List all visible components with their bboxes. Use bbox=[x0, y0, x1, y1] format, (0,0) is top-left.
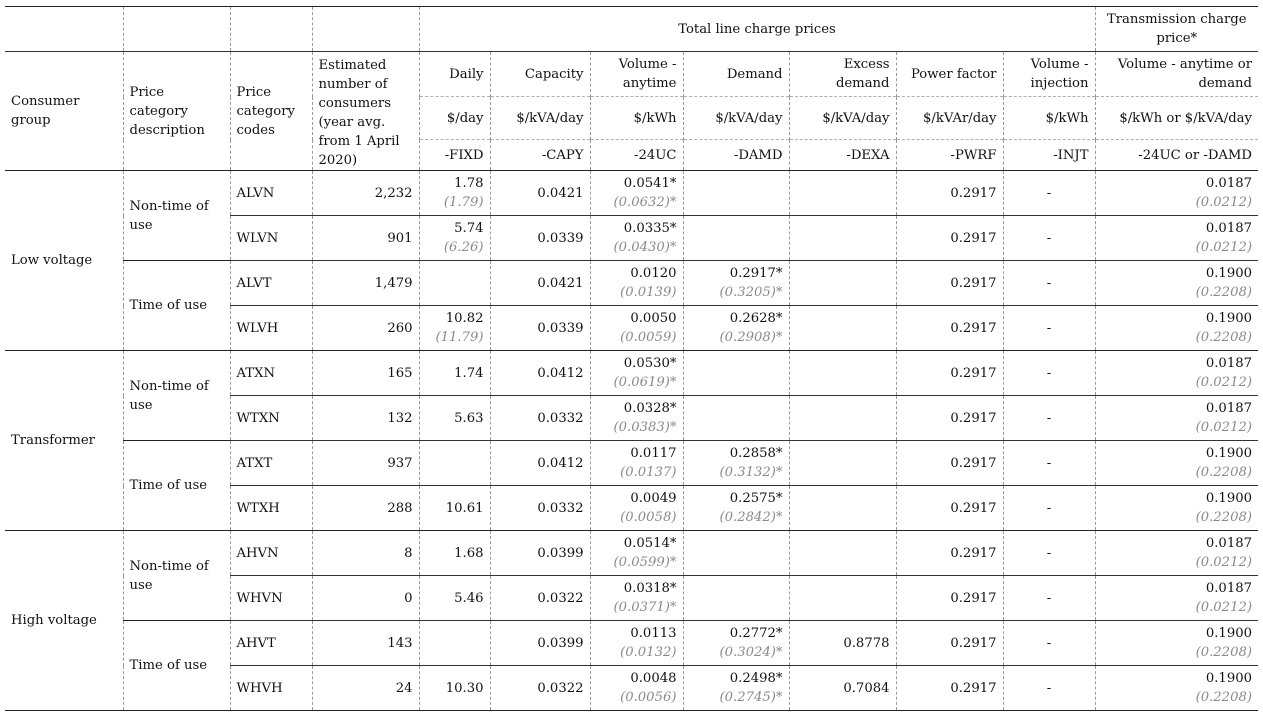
transmission-prior-value: (0.0212) bbox=[1195, 555, 1252, 570]
code-capacity: -CAPY bbox=[490, 140, 590, 171]
total-line-header: Total line charge prices bbox=[419, 7, 1095, 52]
volume-prior-value: (0.0430)* bbox=[613, 240, 677, 255]
consumers-cell: 288 bbox=[312, 486, 419, 531]
price-code-cell: AHVN bbox=[230, 531, 312, 576]
volume-value: 0.0050 bbox=[630, 311, 677, 326]
volume-value: 0.0328* bbox=[623, 401, 677, 416]
volume-cell bbox=[590, 171, 683, 216]
price-category-desc-cell: Non-time of use bbox=[123, 351, 230, 441]
daily-prior-value: (11.79) bbox=[435, 330, 484, 345]
col-name-injection: Volume - injection bbox=[1003, 52, 1095, 97]
excess-demand-cell bbox=[789, 486, 896, 531]
excess-demand-cell bbox=[789, 216, 896, 261]
transmission-prior-value: (0.0212) bbox=[1195, 240, 1252, 255]
demand-prior-value: (0.3205)* bbox=[719, 285, 783, 300]
volume-cell bbox=[590, 441, 683, 486]
code-daily: -FIXD bbox=[419, 140, 490, 171]
price-code-cell: ALVT bbox=[230, 261, 312, 306]
transmission-cell bbox=[1095, 306, 1258, 351]
daily-value: 1.78 bbox=[454, 176, 484, 191]
demand-value: 0.2917* bbox=[729, 266, 783, 281]
daily-value: 5.63 bbox=[454, 410, 484, 426]
transmission-cell bbox=[1095, 531, 1258, 576]
consumer-group-cell: High voltage bbox=[5, 531, 123, 711]
excess-demand-cell bbox=[789, 531, 896, 576]
transmission-value: 0.1900 bbox=[1205, 446, 1252, 461]
unit-demand: $/kVA/day bbox=[683, 97, 789, 140]
power-factor-cell: 0.2917 bbox=[896, 261, 1003, 306]
power-factor-cell: 0.2917 bbox=[896, 576, 1003, 621]
injection-cell: - bbox=[1003, 261, 1095, 306]
transmission-prior-value: (0.2208) bbox=[1195, 330, 1252, 345]
daily-cell bbox=[419, 171, 490, 216]
volume-cell bbox=[590, 216, 683, 261]
capacity-cell: 0.0412 bbox=[490, 441, 590, 486]
volume-prior-value: (0.0383)* bbox=[613, 420, 677, 435]
volume-cell bbox=[590, 666, 683, 711]
daily-value: 10.30 bbox=[445, 680, 484, 696]
price-category-desc-cell: Non-time of use bbox=[123, 531, 230, 621]
transmission-cell bbox=[1095, 261, 1258, 306]
excess-demand-cell bbox=[789, 441, 896, 486]
demand-cell bbox=[683, 306, 789, 351]
capacity-cell: 0.0322 bbox=[490, 576, 590, 621]
volume-value: 0.0117 bbox=[630, 446, 677, 461]
code-demand: -DAMD bbox=[683, 140, 789, 171]
consumers-cell: 8 bbox=[312, 531, 419, 576]
injection-cell: - bbox=[1003, 531, 1095, 576]
unit-volume: $/kWh bbox=[590, 97, 683, 140]
daily-cell bbox=[419, 306, 490, 351]
capacity-cell: 0.0421 bbox=[490, 261, 590, 306]
code-excess: -DEXA bbox=[789, 140, 896, 171]
capacity-cell: 0.0412 bbox=[490, 351, 590, 396]
daily-cell bbox=[419, 396, 490, 441]
injection-cell: - bbox=[1003, 351, 1095, 396]
injection-cell: - bbox=[1003, 216, 1095, 261]
transmission-value: 0.0187 bbox=[1205, 221, 1252, 236]
demand-value: 0.2575* bbox=[729, 491, 783, 506]
header-blank-3 bbox=[230, 7, 312, 52]
demand-cell bbox=[683, 666, 789, 711]
daily-value: 10.61 bbox=[445, 500, 484, 516]
table-row bbox=[5, 531, 1258, 576]
power-factor-cell: 0.2917 bbox=[896, 396, 1003, 441]
transmission-prior-value: (0.2208) bbox=[1195, 285, 1252, 300]
injection-cell: - bbox=[1003, 576, 1095, 621]
code-transmission: -24UC or -DAMD bbox=[1095, 140, 1258, 171]
volume-cell bbox=[590, 261, 683, 306]
daily-value: 10.82 bbox=[445, 311, 484, 326]
power-factor-cell: 0.2917 bbox=[896, 216, 1003, 261]
capacity-cell: 0.0339 bbox=[490, 306, 590, 351]
demand-cell bbox=[683, 576, 789, 621]
consumer-group-header: Consumer group bbox=[5, 52, 123, 171]
power-factor-cell: 0.2917 bbox=[896, 666, 1003, 711]
price-category-desc-cell: Time of use bbox=[123, 261, 230, 351]
daily-value: 1.68 bbox=[454, 545, 484, 561]
demand-prior-value: (0.2908)* bbox=[719, 330, 783, 345]
code-power-factor: -PWRF bbox=[896, 140, 1003, 171]
volume-cell bbox=[590, 531, 683, 576]
volume-value: 0.0120 bbox=[630, 266, 677, 281]
injection-cell: - bbox=[1003, 171, 1095, 216]
price-code-cell: AHVT bbox=[230, 621, 312, 666]
header-blank-4 bbox=[312, 7, 419, 52]
transmission-value: 0.0187 bbox=[1205, 581, 1252, 596]
volume-cell bbox=[590, 576, 683, 621]
demand-prior-value: (0.3024)* bbox=[719, 645, 783, 660]
volume-value: 0.0113 bbox=[630, 626, 677, 641]
volume-cell bbox=[590, 306, 683, 351]
injection-cell: - bbox=[1003, 621, 1095, 666]
power-factor-cell: 0.2917 bbox=[896, 531, 1003, 576]
daily-cell bbox=[419, 531, 490, 576]
unit-power-factor: $/kVAr/day bbox=[896, 97, 1003, 140]
injection-cell: - bbox=[1003, 666, 1095, 711]
col-name-power-factor: Power factor bbox=[896, 52, 1003, 97]
transmission-header: Transmission charge price* bbox=[1095, 7, 1258, 52]
daily-cell bbox=[419, 576, 490, 621]
demand-prior-value: (0.2745)* bbox=[719, 690, 783, 705]
excess-demand-cell: 0.7084 bbox=[789, 666, 896, 711]
col-name-transmission: Volume - anytime or demand bbox=[1095, 52, 1258, 97]
daily-value: 1.74 bbox=[454, 365, 484, 381]
transmission-prior-value: (0.2208) bbox=[1195, 510, 1252, 525]
price-code-cell: WHVH bbox=[230, 666, 312, 711]
price-code-cell: WTXN bbox=[230, 396, 312, 441]
daily-cell bbox=[419, 261, 490, 306]
consumers-cell: 260 bbox=[312, 306, 419, 351]
daily-cell bbox=[419, 216, 490, 261]
demand-cell bbox=[683, 621, 789, 666]
volume-prior-value: (0.0599)* bbox=[613, 555, 677, 570]
volume-prior-value: (0.0137) bbox=[620, 465, 677, 480]
volume-value: 0.0049 bbox=[630, 491, 677, 506]
transmission-prior-value: (0.2208) bbox=[1195, 645, 1252, 660]
unit-capacity: $/kVA/day bbox=[490, 97, 590, 140]
table-row bbox=[5, 621, 1258, 666]
daily-cell bbox=[419, 666, 490, 711]
volume-cell bbox=[590, 351, 683, 396]
volume-value: 0.0530* bbox=[623, 356, 677, 371]
demand-cell bbox=[683, 486, 789, 531]
transmission-cell bbox=[1095, 666, 1258, 711]
price-code-cell: ATXN bbox=[230, 351, 312, 396]
capacity-cell: 0.0399 bbox=[490, 531, 590, 576]
volume-cell bbox=[590, 396, 683, 441]
demand-value: 0.2498* bbox=[729, 671, 783, 686]
excess-demand-cell bbox=[789, 396, 896, 441]
transmission-prior-value: (0.0212) bbox=[1195, 195, 1252, 210]
excess-demand-cell: 0.8778 bbox=[789, 621, 896, 666]
injection-cell: - bbox=[1003, 441, 1095, 486]
col-name-demand: Demand bbox=[683, 52, 789, 97]
volume-cell bbox=[590, 486, 683, 531]
demand-value: 0.2772* bbox=[729, 626, 783, 641]
injection-cell: - bbox=[1003, 396, 1095, 441]
transmission-value: 0.0187 bbox=[1205, 176, 1252, 191]
price-category-desc-cell: Time of use bbox=[123, 441, 230, 531]
demand-prior-value: (0.2842)* bbox=[719, 510, 783, 525]
excess-demand-cell bbox=[789, 306, 896, 351]
demand-cell bbox=[683, 531, 789, 576]
transmission-value: 0.1900 bbox=[1205, 626, 1252, 641]
daily-cell bbox=[419, 486, 490, 531]
volume-cell bbox=[590, 621, 683, 666]
power-factor-cell: 0.2917 bbox=[896, 441, 1003, 486]
consumers-cell: 165 bbox=[312, 351, 419, 396]
demand-cell bbox=[683, 351, 789, 396]
pricing-table bbox=[5, 6, 1258, 711]
daily-cell bbox=[419, 351, 490, 396]
table-row bbox=[5, 351, 1258, 396]
unit-transmission: $/kWh or $/kVA/day bbox=[1095, 97, 1258, 140]
capacity-cell: 0.0399 bbox=[490, 621, 590, 666]
transmission-prior-value: (0.0212) bbox=[1195, 600, 1252, 615]
consumer-group-cell: Transformer bbox=[5, 351, 123, 531]
consumers-cell: 24 bbox=[312, 666, 419, 711]
consumers-cell: 901 bbox=[312, 216, 419, 261]
volume-prior-value: (0.0619)* bbox=[613, 375, 677, 390]
injection-cell: - bbox=[1003, 486, 1095, 531]
volume-value: 0.0541* bbox=[623, 176, 677, 191]
power-factor-cell: 0.2917 bbox=[896, 171, 1003, 216]
col-name-capacity: Capacity bbox=[490, 52, 590, 97]
excess-demand-cell bbox=[789, 171, 896, 216]
transmission-cell bbox=[1095, 216, 1258, 261]
transmission-value: 0.1900 bbox=[1205, 311, 1252, 326]
table-row bbox=[5, 261, 1258, 306]
transmission-prior-value: (0.0212) bbox=[1195, 375, 1252, 390]
transmission-cell bbox=[1095, 171, 1258, 216]
price-category-desc-cell: Time of use bbox=[123, 621, 230, 711]
daily-prior-value: (6.26) bbox=[443, 240, 484, 255]
demand-cell bbox=[683, 441, 789, 486]
demand-value: 0.2628* bbox=[729, 311, 783, 326]
price-desc-header: Price category description bbox=[123, 52, 230, 171]
power-factor-cell: 0.2917 bbox=[896, 306, 1003, 351]
transmission-cell bbox=[1095, 621, 1258, 666]
price-code-cell: WLVH bbox=[230, 306, 312, 351]
header-blank-1 bbox=[5, 7, 123, 52]
code-volume: -24UC bbox=[590, 140, 683, 171]
estimated-consumers-header: Estimated number of consumers (year avg. from 1 April 2020) bbox=[312, 52, 419, 171]
injection-cell: - bbox=[1003, 306, 1095, 351]
consumers-cell: 2,232 bbox=[312, 171, 419, 216]
daily-cell bbox=[419, 621, 490, 666]
daily-prior-value: (1.79) bbox=[443, 195, 484, 210]
unit-daily: $/day bbox=[419, 97, 490, 140]
price-code-cell: WTXH bbox=[230, 486, 312, 531]
transmission-value: 0.0187 bbox=[1205, 401, 1252, 416]
capacity-cell: 0.0322 bbox=[490, 666, 590, 711]
transmission-value: 0.1900 bbox=[1205, 491, 1252, 506]
volume-prior-value: (0.0371)* bbox=[613, 600, 677, 615]
price-code-cell: ALVN bbox=[230, 171, 312, 216]
header-row-1 bbox=[5, 7, 1258, 52]
excess-demand-cell bbox=[789, 576, 896, 621]
excess-demand-cell bbox=[789, 261, 896, 306]
demand-cell bbox=[683, 171, 789, 216]
volume-prior-value: (0.0059) bbox=[620, 330, 677, 345]
price-code-cell: ATXT bbox=[230, 441, 312, 486]
consumers-cell: 132 bbox=[312, 396, 419, 441]
table-row bbox=[5, 171, 1258, 216]
volume-value: 0.0048 bbox=[630, 671, 677, 686]
transmission-prior-value: (0.2208) bbox=[1195, 690, 1252, 705]
header-blank-2 bbox=[123, 7, 230, 52]
demand-prior-value: (0.3132)* bbox=[719, 465, 783, 480]
capacity-cell: 0.0339 bbox=[490, 216, 590, 261]
demand-value: 0.2858* bbox=[729, 446, 783, 461]
code-injection: -INJT bbox=[1003, 140, 1095, 171]
demand-cell bbox=[683, 216, 789, 261]
col-name-excess: Excess demand bbox=[789, 52, 896, 97]
capacity-cell: 0.0332 bbox=[490, 396, 590, 441]
col-name-daily: Daily bbox=[419, 52, 490, 97]
capacity-cell: 0.0332 bbox=[490, 486, 590, 531]
power-factor-cell: 0.2917 bbox=[896, 621, 1003, 666]
volume-value: 0.0514* bbox=[623, 536, 677, 551]
transmission-cell bbox=[1095, 351, 1258, 396]
price-code-cell: WLVN bbox=[230, 216, 312, 261]
consumers-cell: 937 bbox=[312, 441, 419, 486]
transmission-cell bbox=[1095, 441, 1258, 486]
consumer-group-cell: Low voltage bbox=[5, 171, 123, 351]
price-codes-header: Price category codes bbox=[230, 52, 312, 171]
unit-injection: $/kWh bbox=[1003, 97, 1095, 140]
col-name-volume: Volume - anytime bbox=[590, 52, 683, 97]
transmission-value: 0.0187 bbox=[1205, 536, 1252, 551]
volume-value: 0.0335* bbox=[623, 221, 677, 236]
capacity-cell: 0.0421 bbox=[490, 171, 590, 216]
price-code-cell: WHVN bbox=[230, 576, 312, 621]
transmission-value: 0.1900 bbox=[1205, 671, 1252, 686]
consumers-cell: 143 bbox=[312, 621, 419, 666]
unit-excess: $/kVA/day bbox=[789, 97, 896, 140]
volume-prior-value: (0.0058) bbox=[620, 510, 677, 525]
volume-prior-value: (0.0132) bbox=[620, 645, 677, 660]
consumers-cell: 0 bbox=[312, 576, 419, 621]
transmission-cell bbox=[1095, 486, 1258, 531]
transmission-cell bbox=[1095, 396, 1258, 441]
transmission-prior-value: (0.0212) bbox=[1195, 420, 1252, 435]
table-row bbox=[5, 441, 1258, 486]
volume-prior-value: (0.0056) bbox=[620, 690, 677, 705]
volume-prior-value: (0.0139) bbox=[620, 285, 677, 300]
transmission-prior-value: (0.2208) bbox=[1195, 465, 1252, 480]
header-row-2 bbox=[5, 52, 1258, 97]
price-category-desc-cell: Non-time of use bbox=[123, 171, 230, 261]
demand-cell bbox=[683, 261, 789, 306]
transmission-cell bbox=[1095, 576, 1258, 621]
excess-demand-cell bbox=[789, 351, 896, 396]
volume-value: 0.0318* bbox=[623, 581, 677, 596]
transmission-value: 0.1900 bbox=[1205, 266, 1252, 281]
consumers-cell: 1,479 bbox=[312, 261, 419, 306]
daily-cell bbox=[419, 441, 490, 486]
power-factor-cell: 0.2917 bbox=[896, 351, 1003, 396]
daily-value: 5.74 bbox=[454, 221, 484, 236]
power-factor-cell: 0.2917 bbox=[896, 486, 1003, 531]
volume-prior-value: (0.0632)* bbox=[613, 195, 677, 210]
transmission-value: 0.0187 bbox=[1205, 356, 1252, 371]
demand-cell bbox=[683, 396, 789, 441]
daily-value: 5.46 bbox=[454, 590, 484, 606]
